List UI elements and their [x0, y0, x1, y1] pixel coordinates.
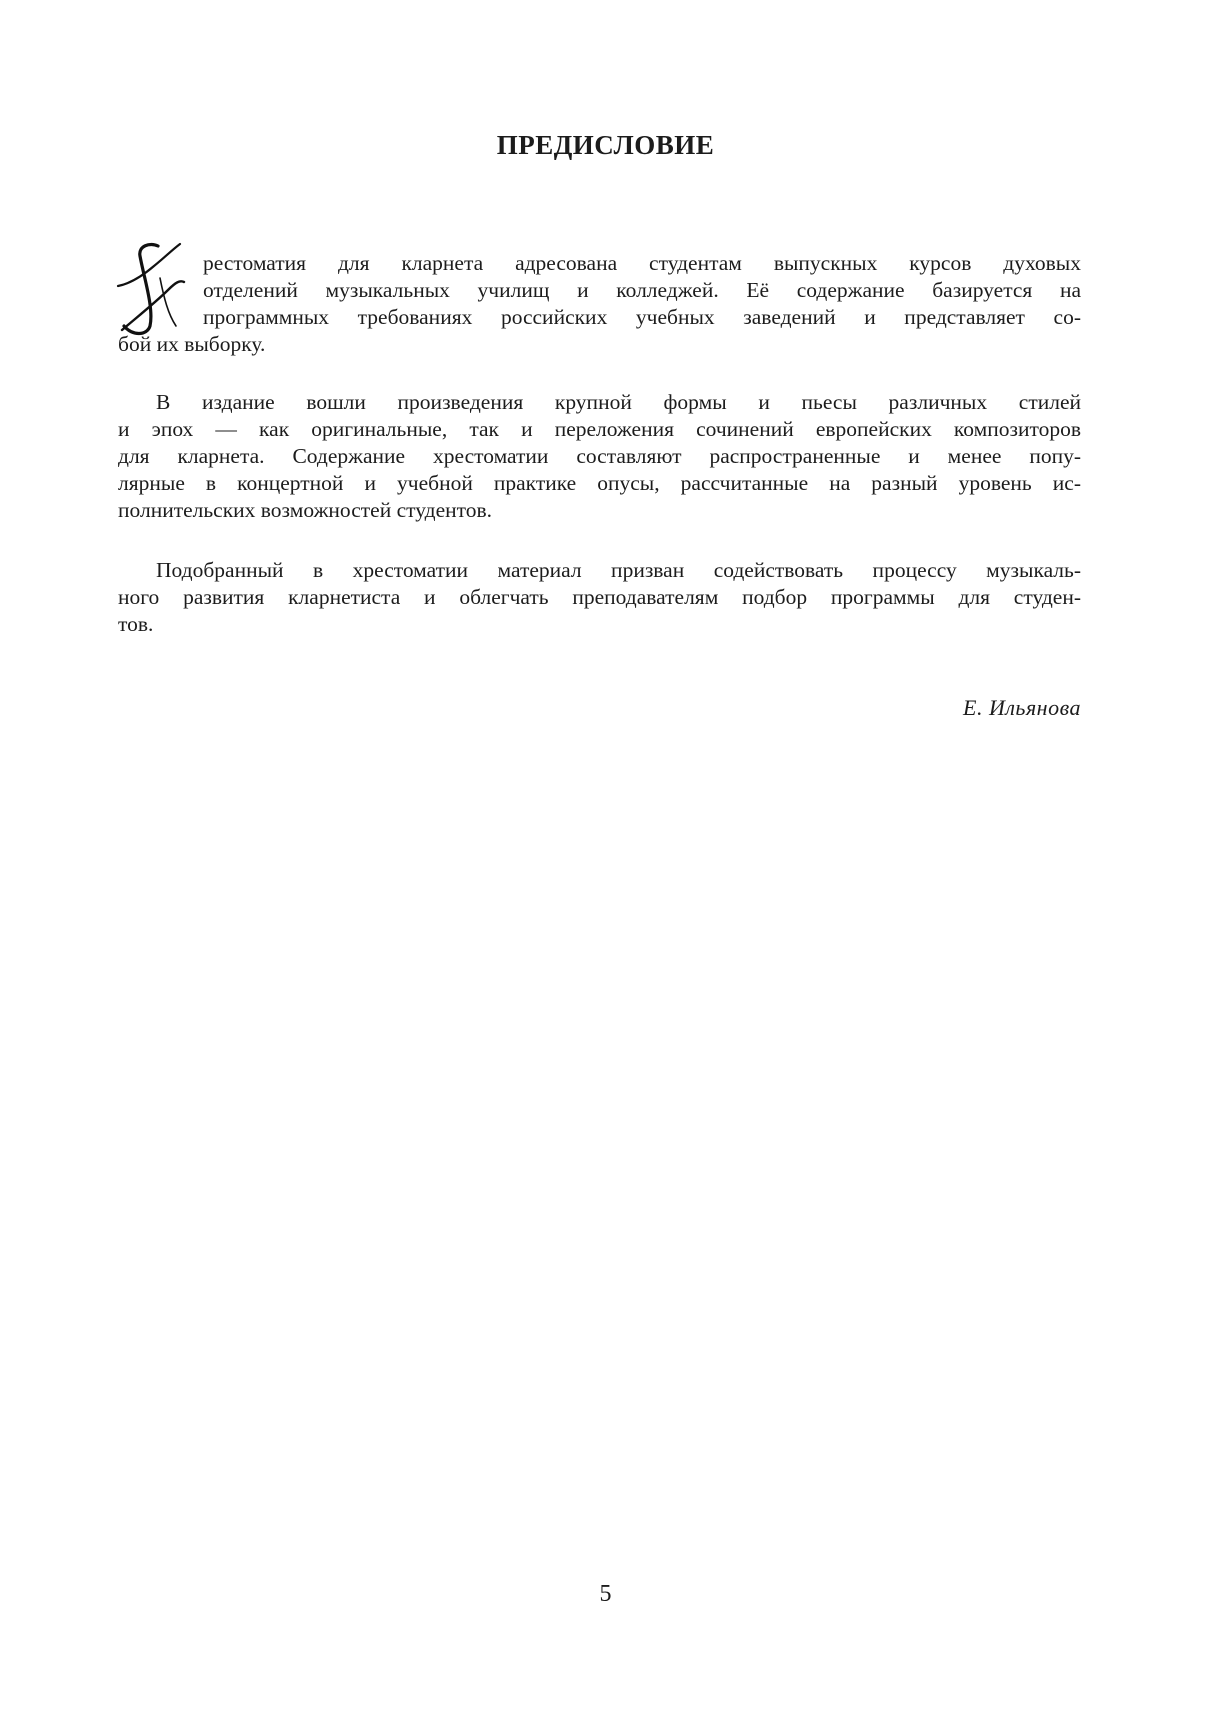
paragraph-1: [118, 250, 1081, 358]
paragraph-line: Подобранный в хрестоматии материал призван содействовать процессу музыкаль-: [156, 558, 1081, 582]
paragraph-line: отделений музыкальных училищ и колледжей. Её содержание базируется на: [203, 278, 1081, 302]
page-number: 5: [599, 1581, 612, 1607]
paragraph-line: В издание вошли произведения крупной формы и пьесы различных стилей: [156, 390, 1081, 414]
author-signature: Е. Ильянова: [963, 695, 1081, 720]
paragraph-line: рестоматия для кларнета адресована студентам выпускных курсов духовых: [203, 251, 1081, 275]
paragraph-line: и эпох — как оригинальные, так и переложения сочинений европейских композиторов: [118, 417, 1081, 441]
paragraph-line: для кларнета. Содержание хрестоматии составляют распространенные и менее попу-: [118, 444, 1081, 468]
paragraph-line: ного развития кларнетиста и облегчать преподавателям подбор программы для студен-: [118, 585, 1081, 609]
paragraph-line: полнительских возможностей студентов.: [118, 498, 493, 522]
paragraph-line: программных требованиях российских учебных заведений и представляет со-: [203, 305, 1081, 329]
paragraph-line: лярные в концертной и учебной практике опусы, рассчитанные на разный уровень ис-: [118, 471, 1081, 495]
paragraph-line: бой их выборку.: [118, 332, 266, 356]
paragraph-2: [118, 389, 1081, 524]
paragraph-line: тов.: [118, 612, 154, 636]
page-title: ПРЕДИСЛОВИЕ: [496, 130, 715, 160]
paragraph-3: [118, 557, 1081, 638]
